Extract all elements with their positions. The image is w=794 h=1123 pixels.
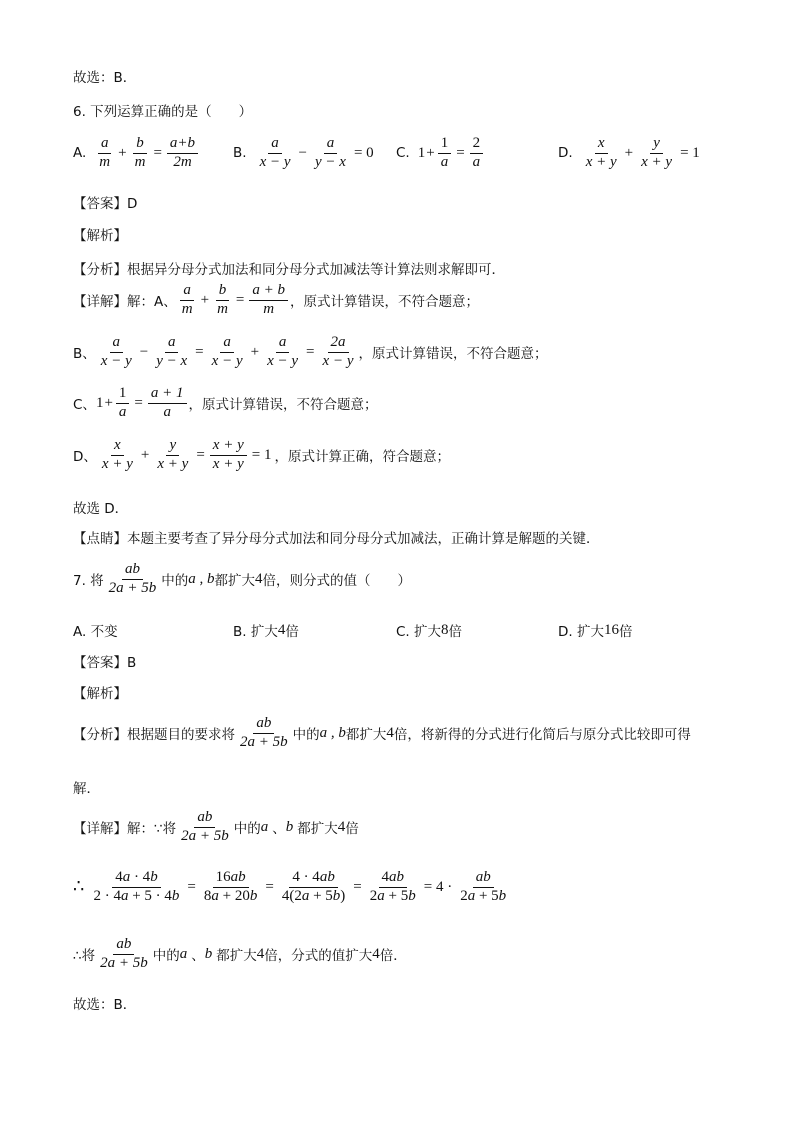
q6-choose: 故选 D． — [73, 501, 129, 517]
q6-stem: 6. 下列运算正确的是（ ） — [73, 104, 253, 120]
q7-detail-intro: 【详解】解：∵将 $\frac{ab}{2a + 5b}$ 中的 a 、 b 都扩大 4 倍 — [73, 809, 359, 844]
fraction: $\frac{a}{y - x}$ — [156, 334, 188, 369]
q7-fenxi: 【分析】根据题目的要求将 $\frac{ab}{2a + 5b}$ 中的 a , b 都扩大 4 倍，将新得的分式进行化简后与原分式比较即可得 — [73, 715, 691, 750]
q6-fenxi: 【分析】根据异分母分式加法和同分母分式加减法等计算法则求解即可． — [73, 262, 505, 278]
fraction: $\frac{x}{x + y}$ — [101, 437, 133, 472]
fraction: $\frac{a}{m}$ — [99, 135, 111, 170]
q7-answer: 【答案】B — [73, 655, 137, 671]
fraction: $\frac{16ab}{8a + 20b}$ — [203, 869, 258, 904]
q7-derivation: ∴ $\frac{4a \cdot 4b}{2 \cdot 4a + 5 \cdot 4b}$ = $\frac{16ab}{8a + 20b}$ = $\frac{4 \cdot 4ab}{4(2a + 5b)}$ = $\frac{4ab}{2a + 5b}$ = 4 · $\frac{ab}{2a + 5b}$ — [73, 870, 511, 905]
fraction: $\frac{4ab}{2a + 5b}$ — [369, 869, 416, 904]
fraction: $\frac{1}{a}$ — [438, 136, 452, 171]
q6-answer: 【答案】D — [73, 196, 138, 212]
q6-dianjing: 【点睛】本题主要考查了异分母分式加法和同分母分式加减法，正确计算是解题的关键． — [73, 531, 600, 547]
q7-stem: 7. 将 $\frac{ab}{2a + 5b}$ 中的 a , b 都扩大 4 倍，则分式的值（ ） — [73, 561, 412, 596]
q7-option-d: D. 扩大 16 倍 — [558, 621, 633, 640]
fraction: $\frac{4 \cdot 4ab}{4(2a + 5b)}$ — [281, 869, 346, 904]
q7-option-b: B. 扩大 4 倍 — [233, 621, 299, 640]
q7-option-a: A. 不变 — [73, 624, 118, 640]
q7-fenxi-wrap: 解． — [73, 781, 100, 797]
q6-detail-b: B、 $\frac{a}{x - y}$ − $\frac{a}{y - x}$ = $\frac{a}{x - y}$ + $\frac{a}{x - y}$ = $\frac{2a}{x - y}$ ，原式计算错误，不符合题意； — [73, 334, 548, 369]
fraction: $\frac{a + b}{m}$ — [249, 283, 288, 318]
q7-conclusion: ∴将 $\frac{ab}{2a + 5b}$ 中的 a 、 b 都扩大 4 倍，分式的值扩大 4 倍． — [73, 936, 407, 971]
fraction: $\frac{ab}{2a + 5b}$ — [108, 561, 157, 596]
q6-option-b: B. $\frac{a}{x - y}$ − $\frac{a}{y - x}$ = 0 — [233, 135, 374, 170]
fraction: $\frac{a + 1}{a}$ — [148, 386, 187, 421]
fraction: $\frac{b}{m}$ — [217, 282, 228, 317]
fraction: $\frac{y}{x + y}$ — [641, 135, 673, 170]
q7-option-c: C. 扩大 8 倍 — [396, 621, 463, 640]
fraction: $\frac{a}{y - x}$ — [315, 135, 346, 170]
fraction: $\frac{4a \cdot 4b}{2 \cdot 4a + 5 \cdot 4b}$ — [93, 869, 180, 904]
q6-analysis-title: 【解析】 — [73, 228, 127, 244]
q6-detail-c: C、 1 + $\frac{1}{a}$ = $\frac{a + 1}{a}$ ，原式计算错误，不符合题意； — [73, 385, 378, 420]
fraction: $\frac{ab}{2a + 5b}$ — [181, 809, 229, 844]
fraction: $\frac{a}{x - y}$ — [267, 334, 299, 369]
fraction: $\frac{b}{m}$ — [134, 135, 146, 170]
fraction: $\frac{a}{x - y}$ — [100, 334, 132, 369]
fraction: $\frac{ab}{2a + 5b}$ — [240, 715, 288, 750]
q7-analysis-title: 【解析】 — [73, 686, 127, 702]
fraction: $\frac{x + y}{x + y}$ — [210, 438, 247, 473]
fraction: $\frac{2}{a}$ — [470, 136, 484, 171]
fraction: $\frac{a}{x - y}$ — [211, 334, 243, 369]
fraction: $\frac{a}{x - y}$ — [259, 135, 291, 170]
fraction: $\frac{ab}{2a + 5b}$ — [100, 936, 148, 971]
q6-option-c: C. 1 + $\frac{1}{a}$ = $\frac{2}{a}$ — [396, 136, 485, 171]
fraction: $\frac{1}{a}$ — [116, 386, 130, 421]
fraction: $\frac{ab}{2a + 5b}$ — [460, 869, 507, 904]
q6-detail-a: 【详解】解：A、 $\frac{a}{m}$ + $\frac{b}{m}$ = $\frac{a + b}{m}$ ，原式计算错误，不符合题意； — [73, 282, 479, 317]
fraction: $\frac{x}{x + y}$ — [585, 135, 617, 170]
q6-option-d: D. $\frac{x}{x + y}$ + $\frac{y}{x + y}$ = 1 — [558, 135, 700, 170]
q6-option-a: A. $\frac{a}{m}$ + $\frac{b}{m}$ = $\frac{a+b}{2m}$ — [73, 136, 200, 171]
fraction: $\frac{2a}{x - y}$ — [322, 334, 354, 369]
q6-detail-d: D、 $\frac{x}{x + y}$ + $\frac{y}{x + y}$ = $\frac{x + y}{x + y}$ = 1 ，原式计算正确，符合题意； — [73, 437, 450, 472]
fraction: $\frac{a+b}{2m}$ — [167, 136, 198, 171]
fraction: $\frac{a}{m}$ — [181, 282, 193, 317]
q5-conclusion: 故选：B． — [73, 70, 137, 86]
fraction: $\frac{y}{x + y}$ — [157, 437, 189, 472]
q7-choose: 故选：B． — [73, 997, 137, 1013]
